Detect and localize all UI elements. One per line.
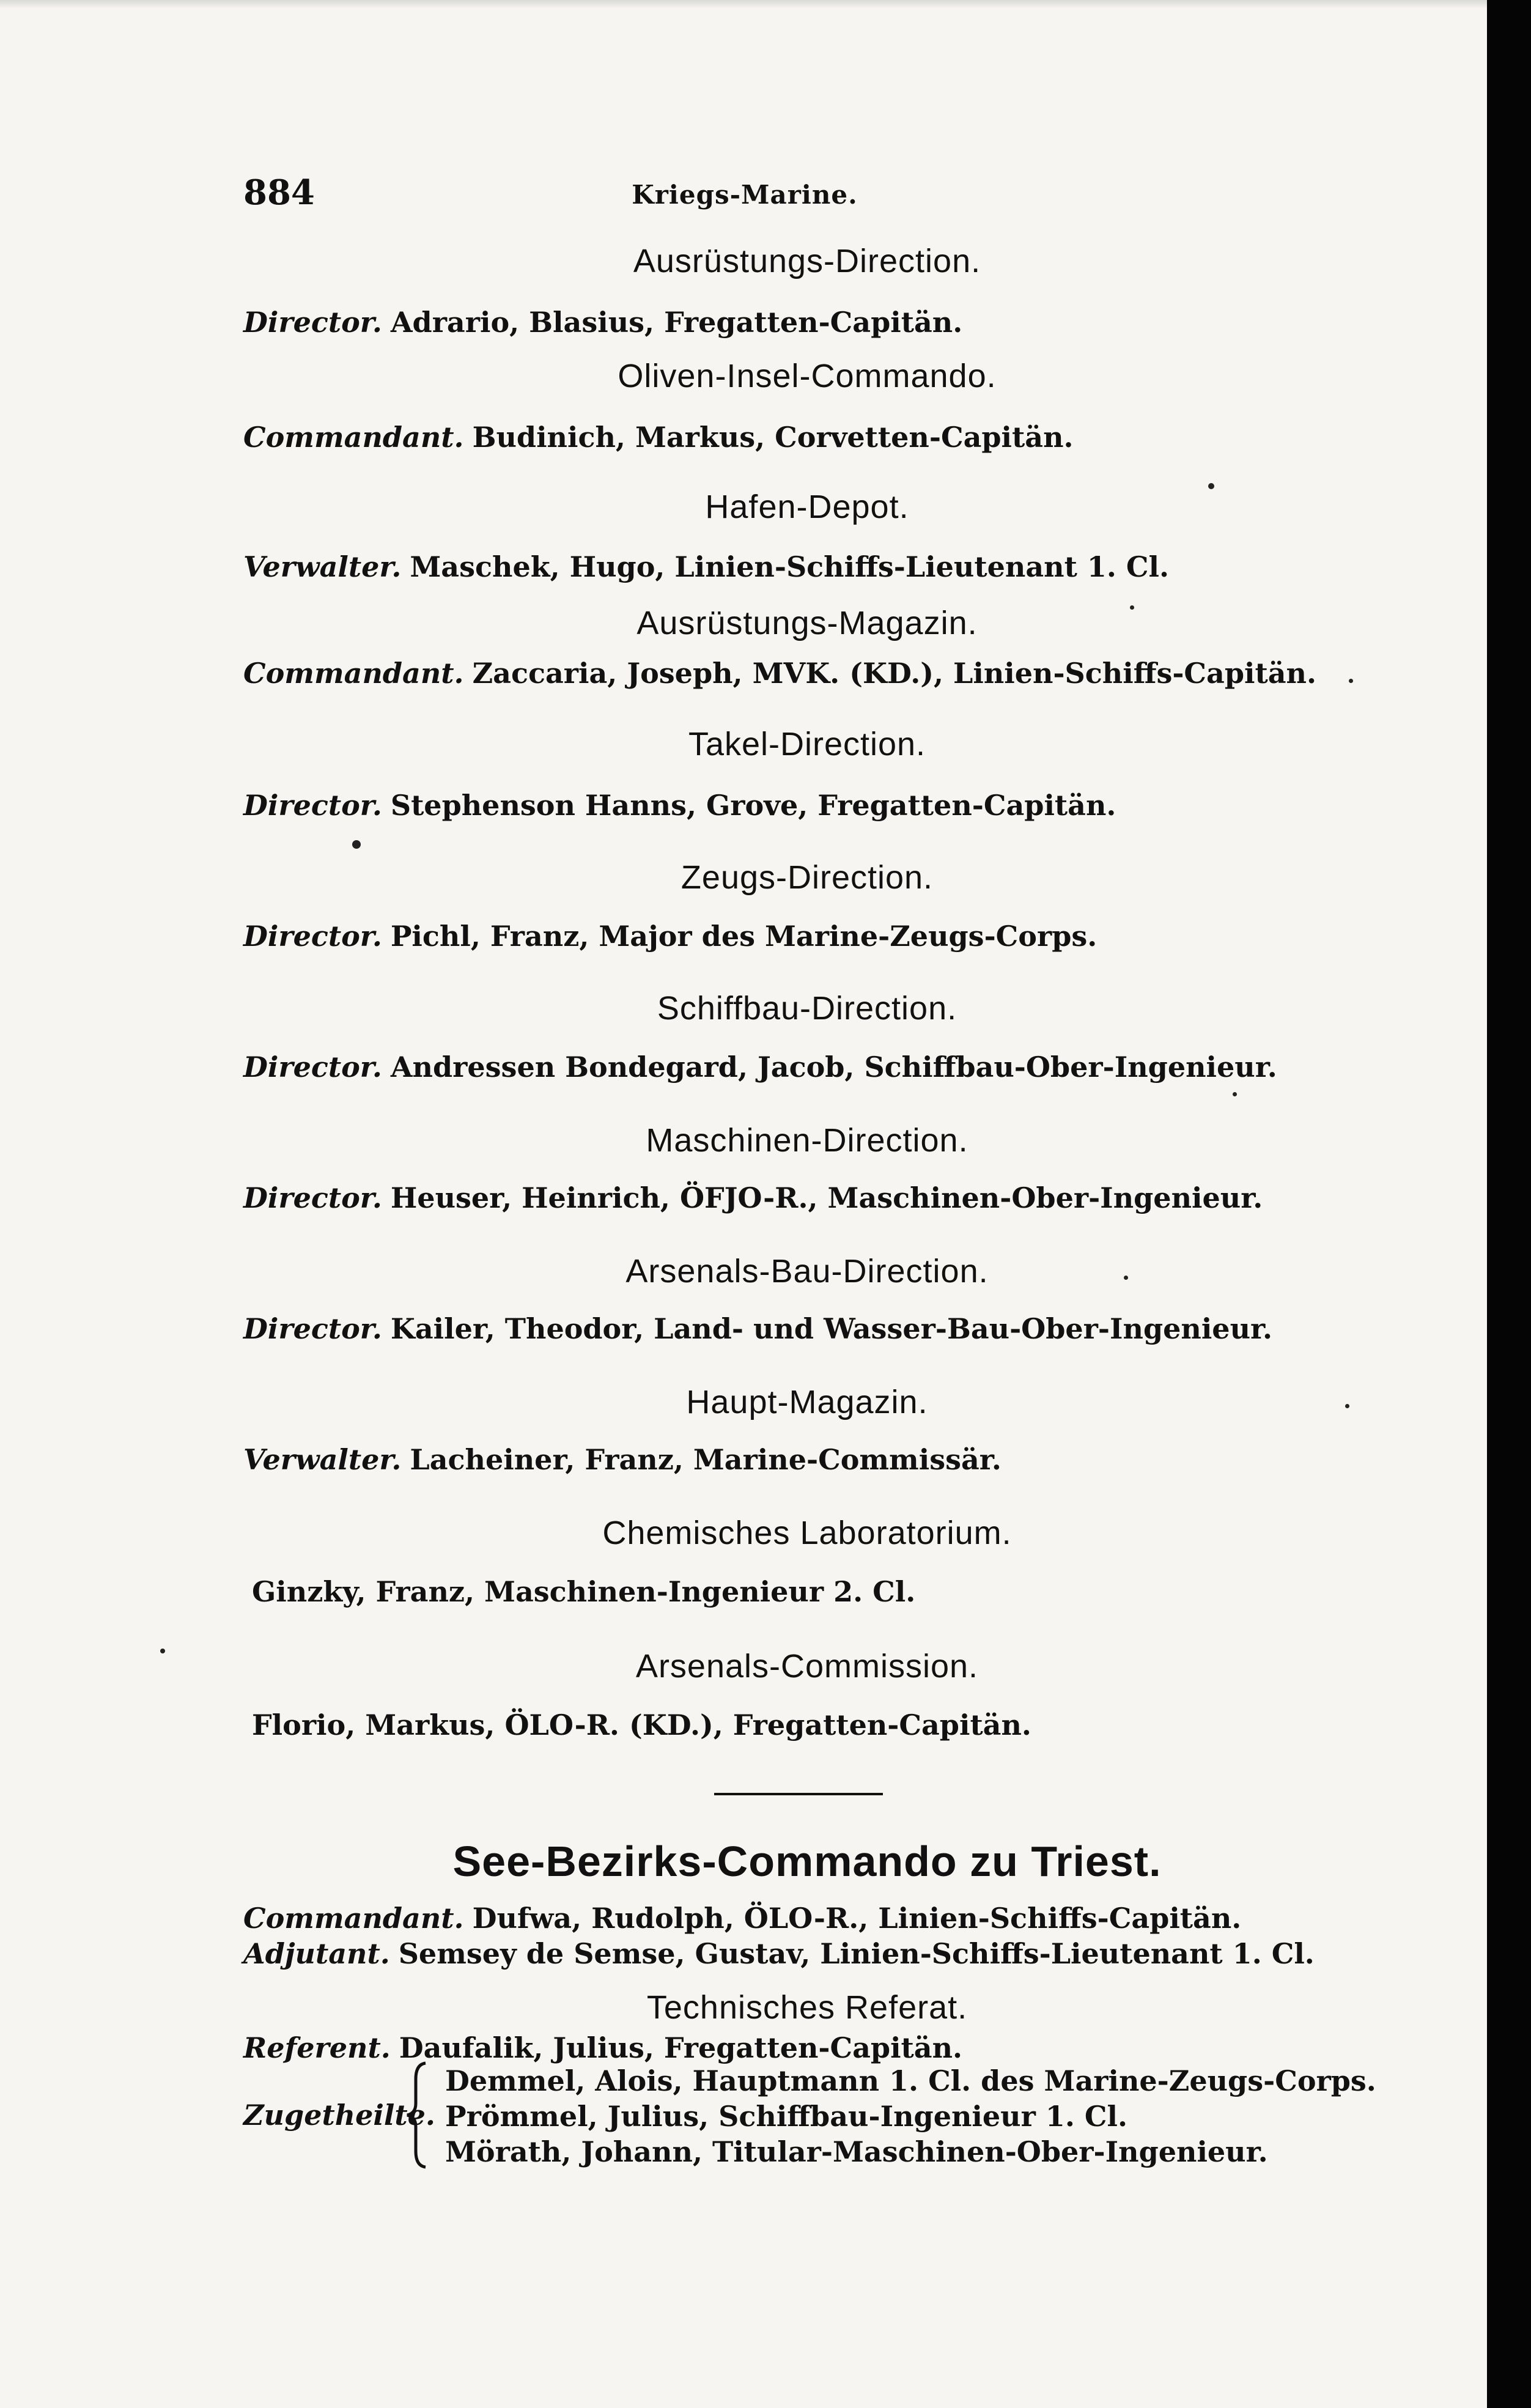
member-list [445,2063,1376,2170]
section-title: Schiffbau-Direction. [657,990,957,1027]
entry-text: Dufwa, Rudolph, ÖLO-R., Linien-Schiffs-Capitän. [472,1902,1242,1935]
entry-line [243,1575,915,1608]
speck [1349,679,1353,683]
chapter-title: See-Bezirks-Commando zu Triest. [452,1837,1162,1885]
entry-role: Director. [243,1051,382,1084]
entry-role: Director. [243,1181,382,1214]
member-line: Prömmel, Julius, Schiffbau-Ingenieur 1. Cl. [445,2100,1127,2133]
entry-text: Stephenson Hanns, Grove, Fregatten-Capitän. [390,789,1116,822]
entry-line [243,1051,1277,1084]
entry-role: Director. [243,1312,382,1345]
entry-line [243,2031,962,2064]
entry-role: Verwalter. [243,1443,402,1476]
section-title: Ausrüstungs-Magazin. [636,605,978,641]
section-title: Chemisches Laboratorium. [602,1515,1012,1551]
entry-line [243,789,1116,822]
entry-line [243,306,962,339]
entry-role: Referent. [243,2031,391,2064]
running-title: Kriegs-Marine. [632,180,858,210]
section-title: Zeugs-Direction. [681,859,934,896]
page-number: 884 [243,172,315,213]
entry-text: Florio, Markus, ÖLO-R. (KD.), Fregatten-Capitän. [252,1708,1031,1741]
entry-role: Director. [243,920,382,953]
speck [352,840,361,849]
entry-text: Andressen Bondegard, Jacob, Schiffbau-Ober-Ingenieur. [390,1051,1277,1084]
section-title: Arsenals-Bau-Direction. [625,1253,989,1290]
entry-text: Daufalik, Julius, Fregatten-Capitän. [399,2031,963,2064]
entry-text: Semsey de Semse, Gustav, Linien-Schiffs-Lieutenant 1. Cl. [398,1937,1315,1970]
entry-text: Kailer, Theodor, Land- und Wasser-Bau-Ober-Ingenieur. [390,1312,1273,1345]
entry-role: Director. [243,789,382,822]
entry-line [243,1937,1315,1970]
entry-text: Ginzky, Franz, Maschinen-Ingenieur 2. Cl. [252,1575,916,1608]
section-title: Ausrüstungs-Direction. [633,243,981,279]
entry-text: Budinich, Markus, Corvetten-Capitän. [472,421,1074,454]
entry-line [243,1312,1272,1345]
entry-role: Commandant. [243,657,464,690]
section-title: Technisches Referat. [646,1989,968,2026]
entry-role: Verwalter. [243,550,402,583]
page-header [243,172,1246,215]
section-title: Oliven-Insel-Commando. [618,358,997,394]
group-role: Zugetheilte. [243,2099,435,2132]
entry-role: Commandant. [243,1902,464,1935]
entry-line [243,550,1169,583]
entry-line [243,421,1074,454]
section-title: Haupt-Magazin. [686,1384,928,1420]
entry-text: Lacheiner, Franz, Marine-Commissär. [410,1443,1002,1476]
entry-text: Zaccaria, Joseph, MVK. (KD.), Linien-Schiffs-Capitän. [472,657,1317,690]
page-top-shadow [0,0,1487,9]
entry-line [243,1181,1263,1214]
entry-line [243,920,1097,953]
section-title: Maschinen-Direction. [646,1122,968,1159]
member-line: Demmel, Alois, Hauptmann 1. Cl. des Marine-Zeugs-Corps. [445,2064,1376,2097]
entry-line [243,657,1316,690]
entry-text: Adrario, Blasius, Fregatten-Capitän. [390,306,963,339]
section-title: Arsenals-Commission. [635,1648,979,1685]
section-title: Hafen-Depot. [705,489,909,525]
speck [1233,1092,1237,1096]
member-line: Mörath, Johann, Titular-Maschinen-Ober-Ingenieur. [445,2135,1268,2168]
divider-ornament: ~~~~~~ [777,1787,837,1802]
entry-text: Heuser, Heinrich, ÖFJO-R., Maschinen-Ober-Ingenieur. [390,1181,1263,1214]
entry-role: Adjutant. [243,1937,390,1970]
entry-role: Director. [243,306,382,339]
entry-line [243,1708,1031,1741]
entry-role: Commandant. [243,421,464,454]
curly-brace [405,2061,429,2170]
entry-text: Pichl, Franz, Major des Marine-Zeugs-Corps. [390,920,1098,953]
entry-text: Maschek, Hugo, Linien-Schiffs-Lieutenant 1. Cl. [410,550,1169,583]
entry-line [243,1902,1241,1935]
entry-line [243,1443,1002,1476]
section-title: Takel-Direction. [688,726,926,763]
